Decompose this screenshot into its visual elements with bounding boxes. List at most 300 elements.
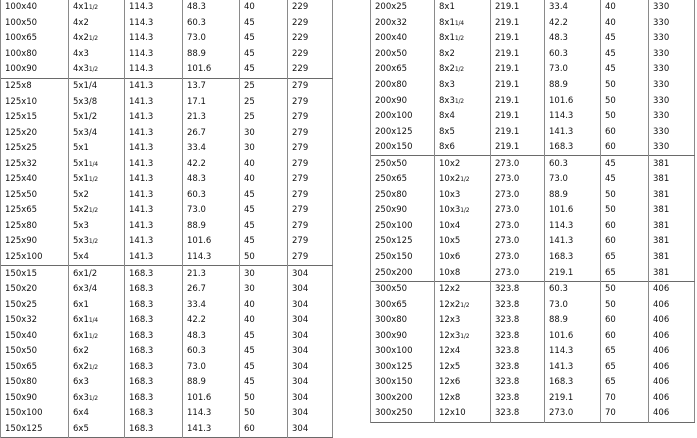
table-row [371, 375, 695, 391]
cell-od-small: 21.3 [183, 266, 240, 282]
table-row [1, 62, 333, 78]
inch-size: 8x1 [439, 33, 455, 44]
cell-size-inch [69, 94, 125, 110]
cell-total: 304 [288, 282, 333, 298]
inch-fraction: 1/2 [460, 332, 470, 340]
cell-length: 60 [601, 124, 649, 140]
table-row [1, 94, 333, 110]
cell-od-small: 73.0 [183, 360, 240, 376]
inch-size: 12x10 [439, 408, 466, 419]
cell-size-inch [435, 313, 491, 329]
cell-size-inch [69, 31, 125, 47]
inch-fraction: 1/2 [88, 238, 98, 246]
cell-total: 279 [288, 234, 333, 250]
table-row [1, 203, 333, 219]
cell-total: 330 [649, 78, 695, 94]
cell-od-small: 168.3 [545, 375, 601, 391]
cell-size-mm: 200x25 [371, 0, 435, 16]
cell-od-small: 26.7 [183, 282, 240, 298]
cell-od-large: 114.3 [125, 47, 183, 63]
cell-size-mm: 250x65 [371, 172, 435, 188]
cell-od-small: 168.3 [545, 250, 601, 266]
inch-size: 8x5 [439, 126, 455, 137]
cell-od-small: 101.6 [545, 93, 601, 109]
cell-od-small: 101.6 [545, 203, 601, 219]
cell-total: 279 [288, 110, 333, 126]
cell-total: 330 [649, 109, 695, 125]
cell-length: 60 [601, 234, 649, 250]
cell-size-mm: 200x65 [371, 62, 435, 78]
cell-size-inch [69, 422, 125, 438]
inch-size: 4x2 [73, 17, 89, 28]
cell-od-small: 73.0 [545, 297, 601, 313]
cell-total: 304 [288, 297, 333, 313]
cell-od-large: 114.3 [125, 31, 183, 47]
cell-length: 40 [240, 297, 288, 313]
cell-size-mm: 200x80 [371, 78, 435, 94]
cell-od-small: 101.6 [545, 328, 601, 344]
inch-size: 6x5 [73, 424, 89, 435]
inch-size: 5x2 [73, 189, 89, 200]
inch-fraction: 1/2 [454, 97, 464, 105]
cell-od-large: 168.3 [125, 282, 183, 298]
inch-fraction: 1/2 [88, 35, 98, 43]
cell-length: 45 [240, 219, 288, 235]
table-row [371, 140, 695, 156]
cell-total: 381 [649, 156, 695, 172]
cell-length: 50 [240, 250, 288, 266]
table-row [1, 16, 333, 32]
table-row [1, 250, 333, 266]
cell-size-inch [435, 0, 491, 16]
cell-length: 45 [240, 344, 288, 360]
cell-od-large: 141.3 [125, 250, 183, 266]
cell-length: 45 [240, 234, 288, 250]
inch-fraction: 1/4 [88, 317, 98, 325]
cell-size-inch [69, 391, 125, 407]
table-row [371, 219, 695, 235]
inch-fraction: 1/2 [454, 35, 464, 43]
inch-size: 6x3/4 [73, 284, 98, 295]
cell-total: 406 [649, 344, 695, 360]
cell-size-mm: 200x100 [371, 109, 435, 125]
inch-fraction: 1/2 [460, 176, 470, 184]
inch-size: 10x2 [439, 174, 461, 185]
cell-size-inch [69, 188, 125, 204]
cell-od-small: 26.7 [183, 125, 240, 141]
cell-size-mm: 125x80 [1, 219, 69, 235]
table-row [371, 93, 695, 109]
cell-length: 50 [601, 78, 649, 94]
cell-length: 60 [240, 422, 288, 438]
cell-od-small: 60.3 [183, 344, 240, 360]
cell-od-small: 114.3 [183, 406, 240, 422]
table-row [371, 109, 695, 125]
cell-total: 381 [649, 234, 695, 250]
cell-size-mm: 200x90 [371, 93, 435, 109]
cell-size-inch [435, 156, 491, 172]
cell-od-small: 17.1 [183, 94, 240, 110]
inch-size: 10x3 [439, 189, 461, 200]
inch-size: 8x3 [439, 80, 455, 90]
cell-size-inch [435, 31, 491, 47]
cell-size-mm: 250x200 [371, 265, 435, 281]
cell-od-large: 168.3 [125, 328, 183, 344]
cell-size-inch [69, 406, 125, 422]
cell-total: 406 [649, 375, 695, 391]
table-row [371, 124, 695, 140]
cell-total: 229 [288, 16, 333, 32]
cell-length: 45 [240, 360, 288, 376]
cell-size-mm: 150x90 [1, 391, 69, 407]
table-row [371, 0, 695, 16]
cell-od-small: 219.1 [545, 265, 601, 281]
cell-length: 45 [601, 62, 649, 78]
cell-od-large: 114.3 [125, 0, 183, 16]
cell-size-inch [435, 78, 491, 94]
table-row [371, 16, 695, 32]
cell-od-large: 141.3 [125, 141, 183, 157]
cell-size-inch [435, 391, 491, 407]
cell-size-inch [435, 124, 491, 140]
cell-total: 381 [649, 188, 695, 204]
cell-od-small: 101.6 [183, 391, 240, 407]
table-row [371, 234, 695, 250]
cell-length: 45 [240, 328, 288, 344]
cell-od-small: 42.2 [183, 156, 240, 172]
cell-total: 279 [288, 125, 333, 141]
cell-total: 279 [288, 94, 333, 110]
cell-size-mm: 150x15 [1, 266, 69, 282]
cell-size-mm: 150x100 [1, 406, 69, 422]
inch-size: 5x1/2 [73, 112, 98, 123]
inch-size: 5x3 [73, 236, 89, 247]
inch-size: 6x3 [73, 377, 89, 388]
inch-size: 12x6 [439, 377, 461, 388]
inch-size: 12x2 [439, 299, 461, 310]
cell-total: 279 [288, 250, 333, 266]
cell-od-large: 323.8 [491, 297, 545, 313]
cell-od-small: 42.2 [183, 313, 240, 329]
cell-size-mm: 125x65 [1, 203, 69, 219]
cell-od-small: 73.0 [545, 62, 601, 78]
cell-od-small: 42.2 [545, 16, 601, 32]
table-row [1, 282, 333, 298]
table-row [1, 344, 333, 360]
inch-size: 6x3 [73, 392, 89, 403]
inch-size: 8x2 [439, 48, 455, 59]
table-row [371, 406, 695, 422]
cell-size-inch [69, 172, 125, 188]
cell-length: 65 [601, 250, 649, 266]
cell-total: 304 [288, 313, 333, 329]
table-row [371, 297, 695, 313]
cell-od-large: 273.0 [491, 156, 545, 172]
inch-size: 4x3 [73, 48, 89, 59]
inch-size: 6x1 [73, 330, 89, 341]
cell-od-small: 60.3 [545, 156, 601, 172]
cell-od-large: 219.1 [491, 62, 545, 78]
cell-od-large: 141.3 [125, 94, 183, 110]
cell-size-mm: 125x50 [1, 188, 69, 204]
cell-size-inch [435, 297, 491, 313]
cell-total: 406 [649, 297, 695, 313]
cell-size-inch [69, 16, 125, 32]
cell-od-small: 141.3 [545, 360, 601, 376]
cell-od-small: 141.3 [545, 124, 601, 140]
table-row [1, 375, 333, 391]
cell-od-large: 273.0 [491, 265, 545, 281]
cell-od-large: 323.8 [491, 281, 545, 297]
table-row [1, 172, 333, 188]
cell-size-inch [69, 141, 125, 157]
cell-size-inch [435, 16, 491, 32]
cell-size-mm: 125x20 [1, 125, 69, 141]
cell-od-small: 88.9 [183, 219, 240, 235]
cell-total: 229 [288, 31, 333, 47]
cell-size-mm: 300x125 [371, 360, 435, 376]
cell-od-small: 60.3 [545, 47, 601, 63]
cell-od-large: 168.3 [125, 406, 183, 422]
inch-size: 12x4 [439, 346, 461, 357]
cell-od-large: 168.3 [125, 344, 183, 360]
inch-size: 10x8 [439, 267, 461, 278]
table-row [1, 125, 333, 141]
table-row [1, 234, 333, 250]
cell-size-inch [435, 234, 491, 250]
cell-length: 65 [601, 360, 649, 376]
cell-od-small: 73.0 [183, 31, 240, 47]
cell-od-large: 273.0 [491, 234, 545, 250]
cell-total: 406 [649, 328, 695, 344]
cell-size-mm: 300x200 [371, 391, 435, 407]
cell-size-inch [435, 109, 491, 125]
cell-total: 279 [288, 172, 333, 188]
cell-size-inch [69, 375, 125, 391]
cell-size-mm: 300x150 [371, 375, 435, 391]
cell-od-small: 114.3 [545, 109, 601, 125]
cell-length: 45 [240, 62, 288, 78]
cell-size-inch [435, 203, 491, 219]
cell-length: 25 [240, 110, 288, 126]
table-row [371, 250, 695, 266]
inch-fraction: 1/2 [88, 176, 98, 184]
cell-length: 40 [601, 0, 649, 16]
cell-od-large: 273.0 [491, 219, 545, 235]
cell-total: 381 [649, 250, 695, 266]
cell-length: 45 [240, 47, 288, 63]
table-row [1, 78, 333, 94]
cell-size-inch [435, 93, 491, 109]
cell-length: 50 [601, 93, 649, 109]
cell-od-large: 141.3 [125, 234, 183, 250]
cell-od-small: 48.3 [183, 328, 240, 344]
cell-length: 60 [601, 328, 649, 344]
cell-total: 330 [649, 0, 695, 16]
table-row [1, 0, 333, 16]
inch-size: 12x2 [439, 284, 461, 295]
cell-size-mm: 150x125 [1, 422, 69, 438]
inch-size: 10x2 [439, 158, 461, 169]
table-row [1, 31, 333, 47]
table-row [1, 266, 333, 282]
inch-size: 5x1 [73, 158, 89, 169]
cell-size-inch [69, 344, 125, 360]
cell-size-inch [69, 62, 125, 78]
inch-size: 12x8 [439, 392, 461, 403]
cell-od-large: 219.1 [491, 109, 545, 125]
inch-size: 5x1/4 [73, 81, 98, 91]
cell-size-inch [69, 266, 125, 282]
right-size-table [370, 0, 695, 423]
cell-size-mm: 125x100 [1, 250, 69, 266]
cell-size-inch [435, 375, 491, 391]
cell-total: 330 [649, 62, 695, 78]
right-table-body [371, 0, 695, 422]
cell-od-large: 141.3 [125, 203, 183, 219]
table-row [1, 313, 333, 329]
cell-od-large: 141.3 [125, 172, 183, 188]
cell-od-small: 114.3 [545, 344, 601, 360]
cell-length: 50 [601, 281, 649, 297]
cell-od-large: 168.3 [125, 391, 183, 407]
inch-size: 4x3 [73, 64, 89, 75]
cell-length: 50 [601, 109, 649, 125]
cell-total: 406 [649, 391, 695, 407]
cell-length: 50 [601, 188, 649, 204]
inch-size: 8x4 [439, 111, 455, 122]
cell-size-inch [435, 172, 491, 188]
table-row [371, 328, 695, 344]
cell-size-mm: 125x10 [1, 94, 69, 110]
cell-total: 304 [288, 406, 333, 422]
cell-length: 70 [601, 406, 649, 422]
cell-od-small: 141.3 [183, 422, 240, 438]
cell-size-mm: 250x100 [371, 219, 435, 235]
cell-size-mm: 150x32 [1, 313, 69, 329]
cell-od-small: 60.3 [545, 281, 601, 297]
cell-size-inch [69, 47, 125, 63]
table-row [371, 156, 695, 172]
cell-total: 279 [288, 141, 333, 157]
cell-size-mm: 150x80 [1, 375, 69, 391]
cell-size-mm: 250x80 [371, 188, 435, 204]
cell-od-large: 168.3 [125, 313, 183, 329]
cell-total: 304 [288, 422, 333, 438]
cell-length: 50 [240, 391, 288, 407]
cell-total: 229 [288, 0, 333, 16]
cell-od-small: 48.3 [545, 31, 601, 47]
cell-total: 406 [649, 360, 695, 376]
cell-size-mm: 150x50 [1, 344, 69, 360]
cell-size-inch [69, 110, 125, 126]
cell-total: 304 [288, 266, 333, 282]
cell-od-large: 323.8 [491, 344, 545, 360]
cell-total: 330 [649, 140, 695, 156]
table-row [371, 360, 695, 376]
cell-size-mm: 100x50 [1, 16, 69, 32]
cell-od-small: 88.9 [183, 375, 240, 391]
cell-od-small: 33.4 [183, 141, 240, 157]
cell-od-large: 323.8 [491, 375, 545, 391]
cell-length: 45 [240, 31, 288, 47]
cell-size-mm: 300x50 [371, 281, 435, 297]
cell-size-inch [69, 0, 125, 16]
table-row [371, 188, 695, 204]
cell-size-inch [435, 250, 491, 266]
cell-length: 40 [240, 0, 288, 16]
table-row [371, 172, 695, 188]
table-row [371, 391, 695, 407]
table-row [1, 219, 333, 235]
inch-fraction: 1/2 [460, 301, 470, 309]
inch-fraction: 1/2 [88, 66, 98, 74]
inch-size: 5x2 [73, 205, 89, 216]
cell-od-large: 273.0 [491, 203, 545, 219]
cell-total: 304 [288, 344, 333, 360]
cell-total: 279 [288, 203, 333, 219]
cell-od-small: 273.0 [545, 406, 601, 422]
cell-od-small: 73.0 [183, 203, 240, 219]
inch-fraction: 1/2 [88, 394, 98, 402]
cell-od-large: 219.1 [491, 124, 545, 140]
cell-total: 330 [649, 47, 695, 63]
cell-od-small: 88.9 [183, 47, 240, 63]
cell-od-large: 168.3 [125, 375, 183, 391]
table-row [1, 156, 333, 172]
table-row [371, 281, 695, 297]
inch-size: 5x1 [73, 174, 89, 185]
cell-od-large: 323.8 [491, 391, 545, 407]
cell-length: 45 [240, 203, 288, 219]
cell-total: 381 [649, 219, 695, 235]
inch-fraction: 1/2 [88, 363, 98, 371]
cell-size-inch [435, 62, 491, 78]
cell-od-small: 88.9 [545, 313, 601, 329]
cell-size-inch [435, 406, 491, 422]
cell-total: 406 [649, 313, 695, 329]
cell-od-small: 114.3 [183, 250, 240, 266]
inch-size: 6x2 [73, 346, 89, 357]
table-row [1, 188, 333, 204]
cell-size-inch [69, 360, 125, 376]
inch-size: 5x3/4 [73, 127, 98, 138]
inch-size: 8x6 [439, 142, 455, 153]
cell-od-large: 323.8 [491, 313, 545, 329]
inch-size: 12x3 [439, 315, 461, 326]
cell-od-large: 168.3 [125, 422, 183, 438]
cell-total: 279 [288, 156, 333, 172]
cell-size-mm: 100x90 [1, 62, 69, 78]
cell-od-large: 323.8 [491, 328, 545, 344]
cell-length: 40 [240, 313, 288, 329]
cell-od-small: 21.3 [183, 110, 240, 126]
cell-od-large: 219.1 [491, 16, 545, 32]
cell-total: 304 [288, 360, 333, 376]
cell-length: 25 [240, 78, 288, 94]
inch-size: 8x2 [439, 64, 455, 75]
cell-length: 25 [240, 94, 288, 110]
cell-size-inch [435, 265, 491, 281]
cell-size-mm: 150x25 [1, 297, 69, 313]
cell-od-small: 13.7 [183, 78, 240, 94]
cell-od-large: 273.0 [491, 188, 545, 204]
cell-size-inch [435, 281, 491, 297]
inch-size: 12x3 [439, 330, 461, 341]
cell-size-inch [69, 328, 125, 344]
cell-od-large: 168.3 [125, 360, 183, 376]
cell-od-large: 219.1 [491, 31, 545, 47]
